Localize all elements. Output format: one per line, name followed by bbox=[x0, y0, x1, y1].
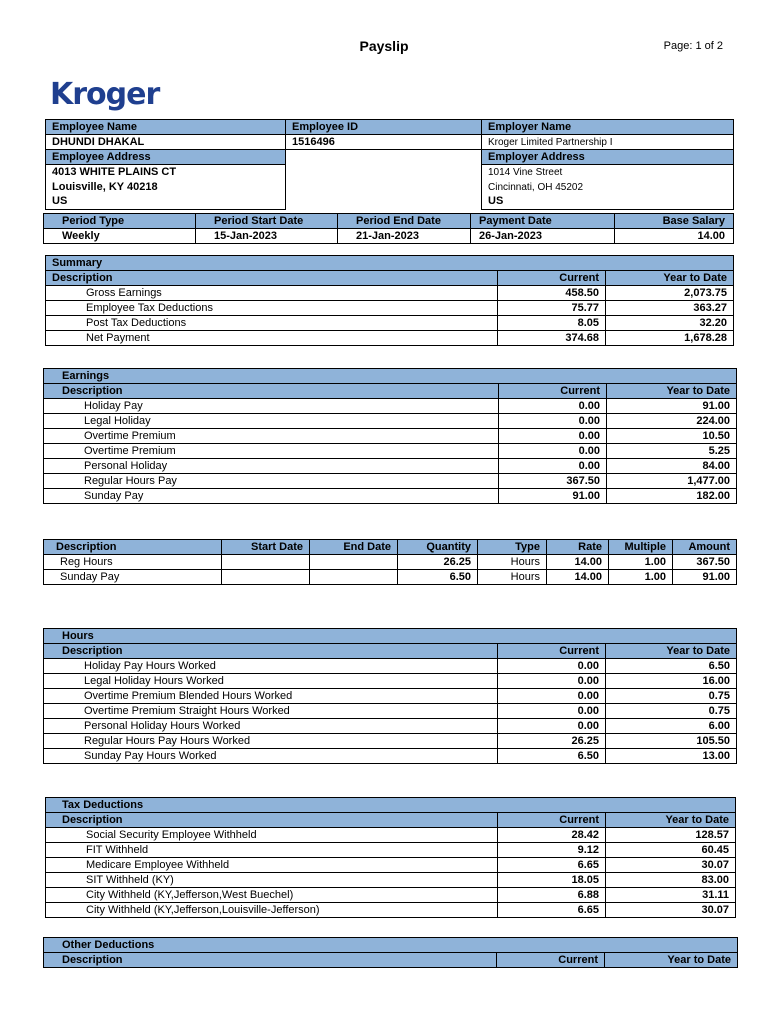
hours-col-desc: Description bbox=[44, 644, 498, 659]
row-desc: Social Security Employee Withheld bbox=[46, 828, 498, 843]
table-row bbox=[46, 828, 736, 843]
other-col-ytd: Year to Date bbox=[605, 953, 738, 968]
payment-date: 26-Jan-2023 bbox=[471, 229, 615, 244]
row-current: 0.00 bbox=[498, 689, 606, 704]
row-ytd: 13.00 bbox=[606, 749, 737, 764]
row-current: 0.00 bbox=[499, 414, 607, 429]
table-row bbox=[44, 429, 737, 444]
row-desc: Overtime Premium Straight Hours Worked bbox=[44, 704, 498, 719]
row-ytd: 5.25 bbox=[607, 444, 737, 459]
row-current: 0.00 bbox=[499, 429, 607, 444]
table-row bbox=[44, 459, 737, 474]
row-current: 91.00 bbox=[499, 489, 607, 504]
detail-amount: 91.00 bbox=[673, 570, 737, 585]
earnings-table bbox=[43, 368, 737, 504]
detail-col-type: Type bbox=[478, 540, 547, 555]
table-row bbox=[46, 843, 736, 858]
hours-col-ytd: Year to Date bbox=[606, 644, 737, 659]
row-desc: Regular Hours Pay bbox=[44, 474, 499, 489]
row-ytd: 1,678.28 bbox=[606, 331, 734, 346]
row-ytd: 32.20 bbox=[606, 316, 734, 331]
employee-name-label: Employee Name bbox=[46, 120, 286, 135]
detail-end bbox=[310, 555, 398, 570]
employee-id-label: Employee ID bbox=[286, 120, 482, 135]
row-desc: Holiday Pay Hours Worked bbox=[44, 659, 498, 674]
row-desc: Holiday Pay bbox=[44, 399, 499, 414]
table-row bbox=[46, 286, 734, 301]
svg-text:Kroger: Kroger bbox=[50, 77, 160, 112]
table-row bbox=[44, 674, 737, 689]
row-desc: Legal Holiday Hours Worked bbox=[44, 674, 498, 689]
employee-name: DHUNDI DHAKAL bbox=[46, 135, 286, 150]
row-desc: Employee Tax Deductions bbox=[46, 301, 498, 316]
row-current: 0.00 bbox=[498, 659, 606, 674]
employer-address-line2: Cincinnati, OH 45202 bbox=[482, 180, 734, 195]
employer-name: Kroger Limited Partnership I bbox=[482, 135, 734, 150]
tax-col-ytd: Year to Date bbox=[606, 813, 736, 828]
period-table bbox=[43, 213, 734, 244]
detail-qty: 26.25 bbox=[398, 555, 478, 570]
row-current: 18.05 bbox=[498, 873, 606, 888]
table-row bbox=[46, 903, 736, 918]
row-desc: Post Tax Deductions bbox=[46, 316, 498, 331]
row-current: 6.50 bbox=[498, 749, 606, 764]
detail-col-end: End Date bbox=[310, 540, 398, 555]
employee-address-line3: US bbox=[46, 195, 286, 210]
row-current: 6.88 bbox=[498, 888, 606, 903]
row-current: 0.00 bbox=[499, 399, 607, 414]
earnings-title: Earnings bbox=[44, 369, 737, 384]
row-desc: Net Payment bbox=[46, 331, 498, 346]
row-desc: Medicare Employee Withheld bbox=[46, 858, 498, 873]
row-current: 75.77 bbox=[498, 301, 606, 316]
earnings-col-current: Current bbox=[499, 384, 607, 399]
table-row bbox=[44, 704, 737, 719]
earnings-col-desc: Description bbox=[44, 384, 499, 399]
other-deductions-table bbox=[43, 937, 738, 968]
row-current: 0.00 bbox=[498, 674, 606, 689]
row-current: 0.00 bbox=[499, 444, 607, 459]
row-ytd: 0.75 bbox=[606, 704, 737, 719]
row-desc: Overtime Premium Blended Hours Worked bbox=[44, 689, 498, 704]
base-salary-label: Base Salary bbox=[615, 214, 734, 229]
employee-address-line1: 4013 WHITE PLAINS CT bbox=[46, 165, 286, 180]
row-ytd: 10.50 bbox=[607, 429, 737, 444]
table-row bbox=[44, 555, 737, 570]
row-ytd: 6.50 bbox=[606, 659, 737, 674]
hours-title: Hours bbox=[44, 629, 737, 644]
row-current: 374.68 bbox=[498, 331, 606, 346]
row-ytd: 30.07 bbox=[606, 903, 736, 918]
detail-rate: 14.00 bbox=[547, 570, 609, 585]
detail-qty: 6.50 bbox=[398, 570, 478, 585]
employer-address-label: Employer Address bbox=[482, 150, 734, 165]
detail-col-start: Start Date bbox=[222, 540, 310, 555]
other-col-desc: Description bbox=[44, 953, 497, 968]
detail-desc: Sunday Pay bbox=[44, 570, 222, 585]
row-ytd: 182.00 bbox=[607, 489, 737, 504]
detail-amount: 367.50 bbox=[673, 555, 737, 570]
page-number: Page: 1 of 2 bbox=[663, 40, 723, 52]
detail-col-amount: Amount bbox=[673, 540, 737, 555]
summary-title: Summary bbox=[46, 256, 734, 271]
period-end: 21-Jan-2023 bbox=[338, 229, 471, 244]
detail-col-desc: Description bbox=[44, 540, 222, 555]
table-row bbox=[44, 444, 737, 459]
page-title: Payslip bbox=[359, 38, 409, 54]
summary-col-desc: Description bbox=[46, 271, 498, 286]
tax-col-desc: Description bbox=[46, 813, 498, 828]
row-desc: Sunday Pay Hours Worked bbox=[44, 749, 498, 764]
row-ytd: 30.07 bbox=[606, 858, 736, 873]
row-current: 8.05 bbox=[498, 316, 606, 331]
table-row bbox=[44, 570, 737, 585]
row-desc: FIT Withheld bbox=[46, 843, 498, 858]
row-ytd: 105.50 bbox=[606, 734, 737, 749]
row-ytd: 2,073.75 bbox=[606, 286, 734, 301]
row-current: 0.00 bbox=[498, 704, 606, 719]
employee-id: 1516496 bbox=[286, 135, 482, 150]
table-row bbox=[44, 659, 737, 674]
table-row bbox=[44, 474, 737, 489]
row-current: 6.65 bbox=[498, 903, 606, 918]
employee-address-label: Employee Address bbox=[46, 150, 286, 165]
table-row bbox=[46, 873, 736, 888]
row-desc: Sunday Pay bbox=[44, 489, 499, 504]
row-ytd: 84.00 bbox=[607, 459, 737, 474]
row-current: 0.00 bbox=[498, 719, 606, 734]
period-start: 15-Jan-2023 bbox=[196, 229, 338, 244]
summary-table bbox=[45, 255, 734, 346]
row-ytd: 363.27 bbox=[606, 301, 734, 316]
base-salary: 14.00 bbox=[615, 229, 734, 244]
hours-table bbox=[43, 628, 737, 764]
table-row bbox=[44, 734, 737, 749]
employer-address-line3: US bbox=[482, 195, 734, 210]
payment-date-label: Payment Date bbox=[471, 214, 615, 229]
row-ytd: 0.75 bbox=[606, 689, 737, 704]
detail-start bbox=[222, 570, 310, 585]
table-row bbox=[44, 414, 737, 429]
detail-col-qty: Quantity bbox=[398, 540, 478, 555]
tax-col-current: Current bbox=[498, 813, 606, 828]
table-row bbox=[46, 858, 736, 873]
table-row bbox=[46, 888, 736, 903]
row-ytd: 224.00 bbox=[607, 414, 737, 429]
table-row bbox=[44, 719, 737, 734]
table-row bbox=[44, 689, 737, 704]
kroger-logo bbox=[48, 70, 160, 118]
employer-name-label: Employer Name bbox=[482, 120, 734, 135]
row-current: 26.25 bbox=[498, 734, 606, 749]
detail-start bbox=[222, 555, 310, 570]
detail-desc: Reg Hours bbox=[44, 555, 222, 570]
row-desc: City Withheld (KY,Jefferson,Louisville-Jefferson) bbox=[46, 903, 498, 918]
row-desc: Overtime Premium bbox=[44, 444, 499, 459]
row-desc: Regular Hours Pay Hours Worked bbox=[44, 734, 498, 749]
row-current: 0.00 bbox=[499, 459, 607, 474]
other-col-current: Current bbox=[497, 953, 605, 968]
period-end-label: Period End Date bbox=[338, 214, 471, 229]
row-current: 9.12 bbox=[498, 843, 606, 858]
row-current: 6.65 bbox=[498, 858, 606, 873]
employee-info-table bbox=[45, 119, 734, 210]
tax-deductions-table bbox=[45, 797, 736, 918]
detail-col-rate: Rate bbox=[547, 540, 609, 555]
row-current: 28.42 bbox=[498, 828, 606, 843]
row-ytd: 1,477.00 bbox=[607, 474, 737, 489]
row-ytd: 16.00 bbox=[606, 674, 737, 689]
employee-address-line2: Louisville, KY 40218 bbox=[46, 180, 286, 195]
row-ytd: 83.00 bbox=[606, 873, 736, 888]
tax-title: Tax Deductions bbox=[46, 798, 736, 813]
employer-address-line1: 1014 Vine Street bbox=[482, 165, 734, 180]
detail-end bbox=[310, 570, 398, 585]
row-ytd: 6.00 bbox=[606, 719, 737, 734]
detail-type: Hours bbox=[478, 570, 547, 585]
table-row bbox=[46, 331, 734, 346]
row-desc: Personal Holiday bbox=[44, 459, 499, 474]
table-row bbox=[44, 399, 737, 414]
table-row bbox=[46, 301, 734, 316]
row-ytd: 31.11 bbox=[606, 888, 736, 903]
detail-col-multiple: Multiple bbox=[609, 540, 673, 555]
row-ytd: 60.45 bbox=[606, 843, 736, 858]
summary-col-current: Current bbox=[498, 271, 606, 286]
period-type-label: Period Type bbox=[44, 214, 196, 229]
hours-col-current: Current bbox=[498, 644, 606, 659]
row-current: 458.50 bbox=[498, 286, 606, 301]
detail-multiple: 1.00 bbox=[609, 555, 673, 570]
row-desc: SIT Withheld (KY) bbox=[46, 873, 498, 888]
row-desc: City Withheld (KY,Jefferson,West Buechel) bbox=[46, 888, 498, 903]
earnings-detail-table bbox=[43, 539, 737, 585]
summary-col-ytd: Year to Date bbox=[606, 271, 734, 286]
row-ytd: 91.00 bbox=[607, 399, 737, 414]
detail-rate: 14.00 bbox=[547, 555, 609, 570]
earnings-col-ytd: Year to Date bbox=[607, 384, 737, 399]
table-row bbox=[44, 489, 737, 504]
period-type: Weekly bbox=[44, 229, 196, 244]
row-desc: Overtime Premium bbox=[44, 429, 499, 444]
detail-type: Hours bbox=[478, 555, 547, 570]
other-title: Other Deductions bbox=[44, 938, 738, 953]
table-row bbox=[46, 316, 734, 331]
row-ytd: 128.57 bbox=[606, 828, 736, 843]
row-desc: Legal Holiday bbox=[44, 414, 499, 429]
table-row bbox=[44, 749, 737, 764]
row-desc: Personal Holiday Hours Worked bbox=[44, 719, 498, 734]
period-start-label: Period Start Date bbox=[196, 214, 338, 229]
row-current: 367.50 bbox=[499, 474, 607, 489]
detail-multiple: 1.00 bbox=[609, 570, 673, 585]
row-desc: Gross Earnings bbox=[46, 286, 498, 301]
